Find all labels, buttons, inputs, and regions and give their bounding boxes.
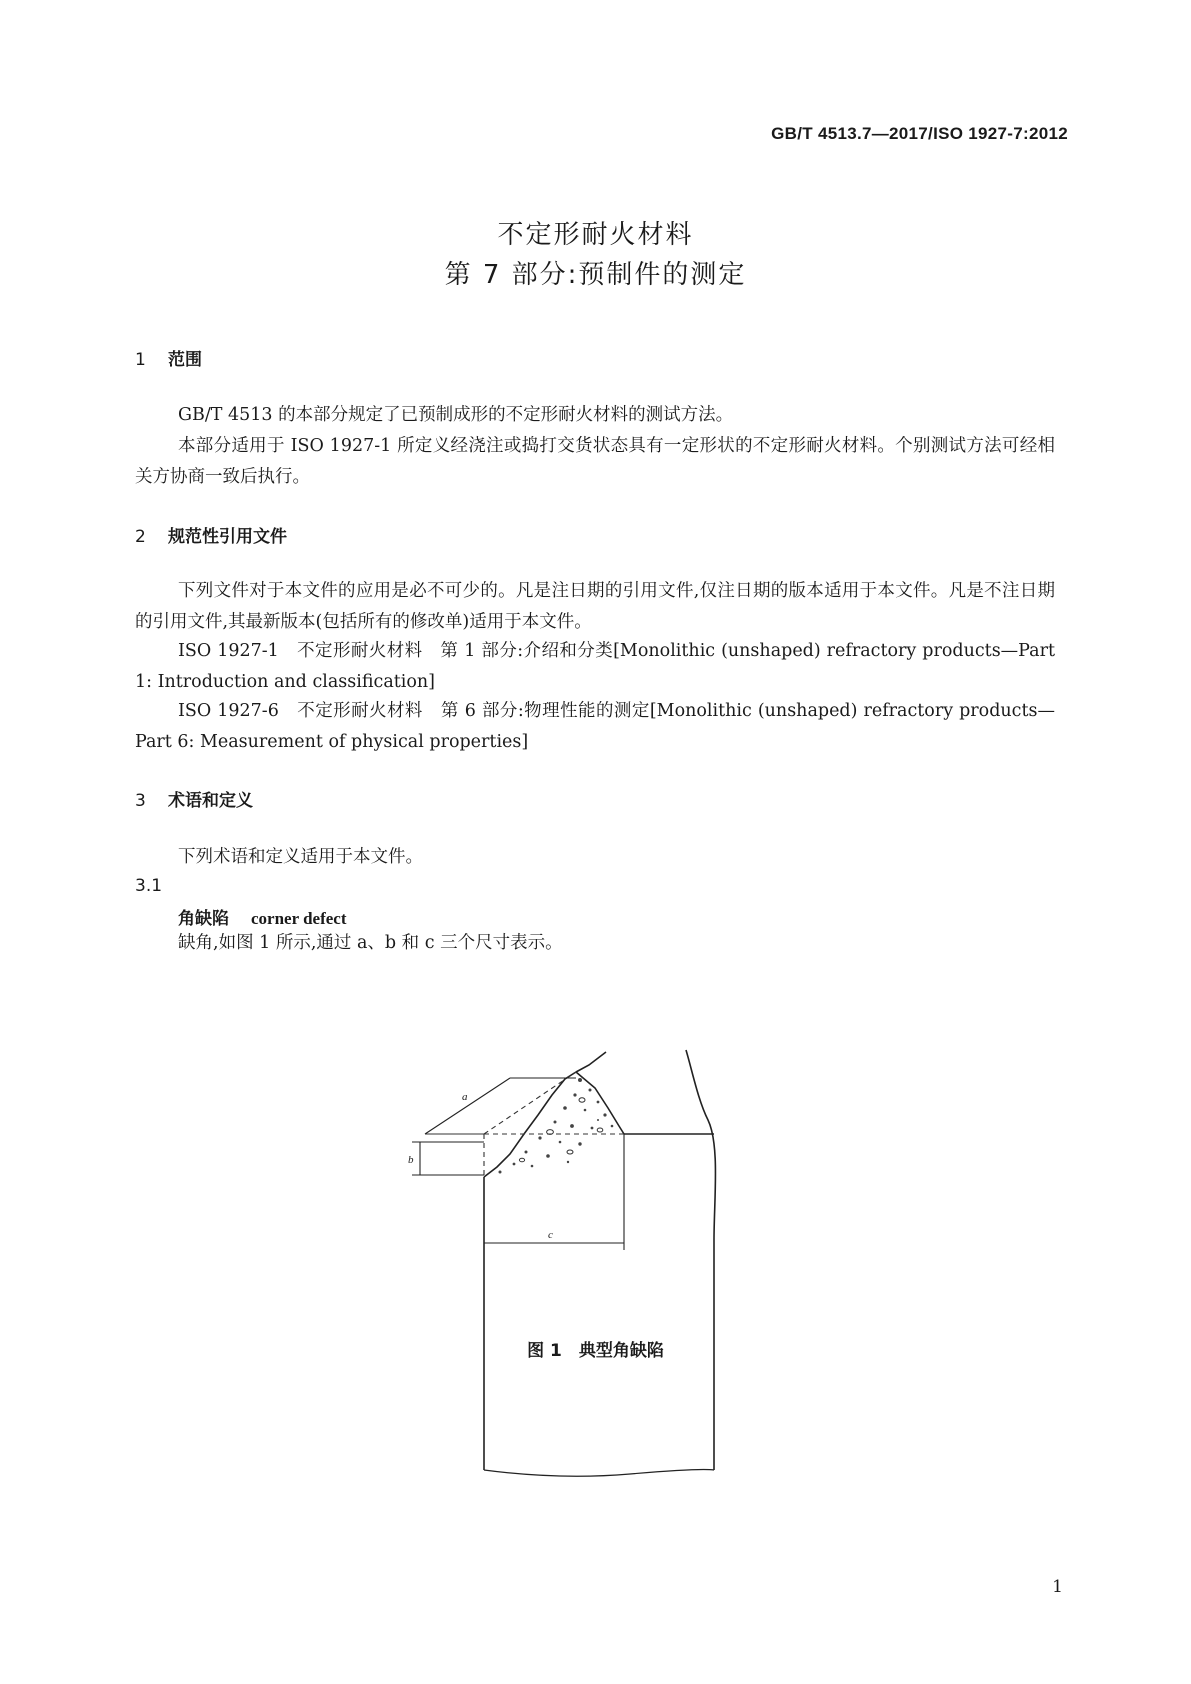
label-a: a — [462, 1091, 468, 1103]
section-title: 范围 — [168, 350, 202, 370]
paragraph: 下列文件对于本文件的应用是必不可少的。凡是注日期的引用文件,仅注日期的版本适用于本文件。凡是不注日期的引用文件,其最新版本(包括所有的修改单)适用于本文件。 — [135, 581, 1055, 632]
reference-item: ISO 1927-6 不定形耐火材料 第 6 部分:物理性能的测定[Monolithic (unshaped) refractory products—Part 6: Measurement of physical properties] — [135, 701, 1055, 752]
paragraph: 下列术语和定义适用于本文件。 — [178, 847, 423, 867]
top-edge — [576, 1052, 606, 1072]
term-number: 3.1 — [135, 876, 163, 896]
doc-title-line1: 不定形耐火材料 — [497, 220, 694, 250]
section-title: 规范性引用文件 — [168, 527, 287, 547]
paragraph: 本部分适用于 ISO 1927-1 所定义经浇注或捣打交货状态具有一定形状的不定形耐火材料。个别测试方法可经相关方协商一致后执行。 — [135, 436, 1055, 487]
standard-number: GB/T 4513.7—2017/ISO 1927-7:2012 — [771, 124, 1068, 143]
figure-caption: 图 1 典型角缺陷 — [527, 1341, 664, 1361]
section-title: 术语和定义 — [168, 791, 253, 811]
break-line — [686, 1050, 716, 1470]
doc-title-line2: 第 7 部分:预制件的测定 — [444, 260, 747, 290]
term-entry — [178, 904, 347, 929]
term-en: corner defect — [251, 909, 347, 928]
section-number: 3 — [135, 791, 146, 811]
label-b: b — [408, 1154, 414, 1166]
defect-right-contour — [576, 1072, 624, 1134]
defect-speckles — [499, 1078, 614, 1174]
reference-item: ISO 1927-1 不定形耐火材料 第 1 部分:介绍和分类[Monolithic (unshaped) refractory products—Part 1: Introduction and classification] — [135, 641, 1055, 692]
label-c: c — [548, 1229, 553, 1241]
page-number: 1 — [1052, 1577, 1063, 1597]
term-definition: 缺角,如图 1 所示,通过 a、b 和 c 三个尺寸表示。 — [178, 933, 563, 953]
paragraph: GB/T 4513 的本部分规定了已预制成形的不定形耐火材料的测试方法。 — [178, 405, 734, 425]
bottom-break — [484, 1470, 714, 1477]
section-number: 1 — [135, 350, 146, 370]
dim-a-line — [425, 1078, 510, 1134]
defect-left-contour — [484, 1072, 576, 1177]
section-heading-scope — [135, 345, 202, 370]
section-heading-terms — [135, 786, 253, 811]
section-heading-normative-references — [135, 522, 287, 547]
term-cn: 角缺陷 — [178, 909, 229, 929]
section-number: 2 — [135, 527, 146, 547]
